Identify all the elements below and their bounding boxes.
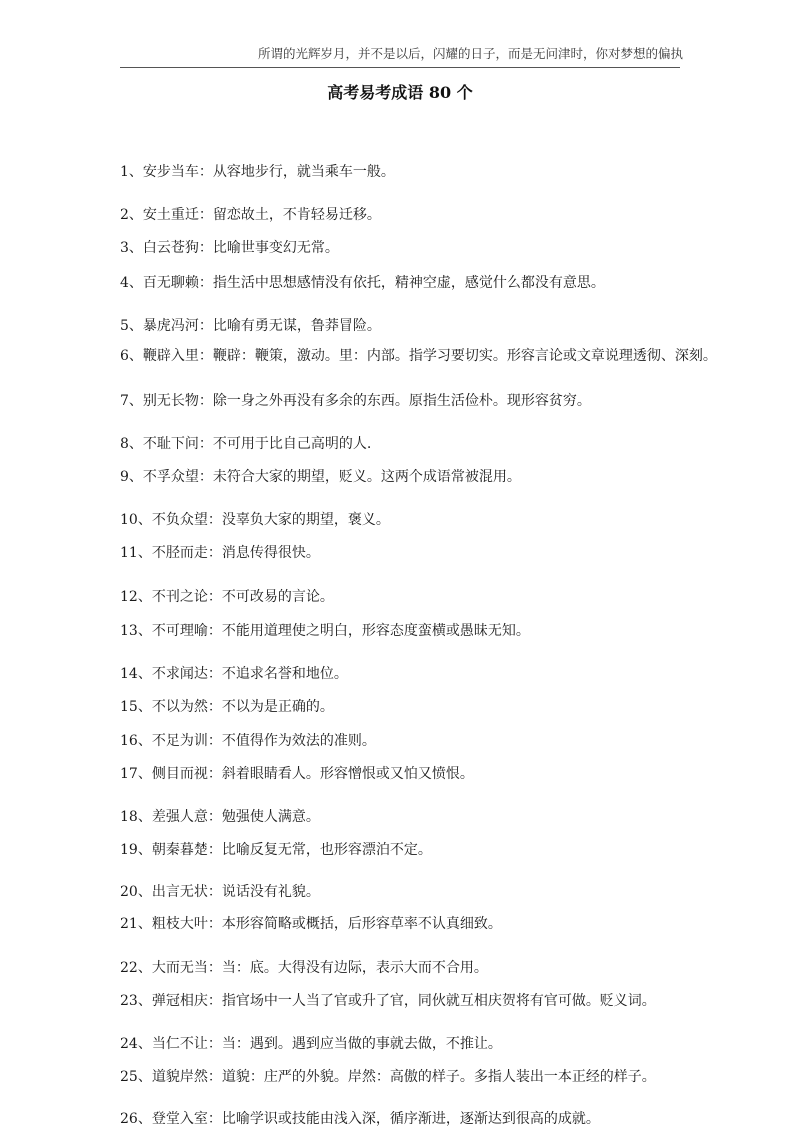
idiom-entry-5: 5、暴虎冯河：比喻有勇无谋，鲁莽冒险。 bbox=[120, 318, 381, 334]
idiom-entry-19: 19、朝秦暮楚：比喻反复无常，也形容漂泊不定。 bbox=[120, 842, 432, 858]
idiom-entry-25: 25、道貌岸然：道貌：庄严的外貌。岸然：高傲的样子。多指人装出一本正经的样子。 bbox=[120, 1069, 656, 1085]
idiom-entry-2: 2、安土重迁：留恋故土，不肯轻易迁移。 bbox=[120, 207, 381, 223]
idiom-entry-16: 16、不足为训：不值得作为效法的准则。 bbox=[120, 733, 376, 749]
idiom-entry-22: 22、大而无当：当：底。大得没有边际，表示大而不合用。 bbox=[120, 960, 488, 976]
idiom-entry-9: 9、不孚众望：未符合大家的期望，贬义。这两个成语常被混用。 bbox=[120, 469, 521, 485]
idiom-entry-18: 18、差强人意：勉强使人满意。 bbox=[120, 809, 320, 825]
idiom-entry-23: 23、弹冠相庆：指官场中一人当了官或升了官，同伙就互相庆贺将有官可做。贬义词。 bbox=[120, 993, 656, 1009]
idiom-entry-13: 13、不可理喻：不能用道理使之明白，形容态度蛮横或愚昧无知。 bbox=[120, 623, 530, 639]
idiom-entry-11: 11、不胫而走：消息传得很快。 bbox=[120, 545, 320, 561]
idiom-entry-24: 24、当仁不让：当：遇到。遇到应当做的事就去做，不推让。 bbox=[120, 1036, 502, 1052]
idiom-entry-21: 21、粗枝大叶：本形容简略或概括，后形容草率不认真细致。 bbox=[120, 916, 502, 932]
idiom-entry-26: 26、登堂入室：比喻学识或技能由浅入深，循序渐进，逐渐达到很高的成就。 bbox=[120, 1111, 600, 1127]
idiom-entry-4: 4、百无聊赖：指生活中思想感情没有依托，精神空虚，感觉什么都没有意思。 bbox=[120, 275, 605, 291]
document-title: 高考易考成语 80 个 bbox=[327, 83, 473, 102]
idiom-entry-15: 15、不以为然：不以为是正确的。 bbox=[120, 699, 334, 715]
idiom-entry-7: 7、别无长物：除一身之外再没有多余的东西。原指生活俭朴。现形容贫穷。 bbox=[120, 393, 591, 409]
idiom-entry-12: 12、不刊之论：不可改易的言论。 bbox=[120, 589, 334, 605]
header-motto: 所谓的光辉岁月，并不是以后，闪耀的日子，而是无问津时，你对梦想的偏执 bbox=[258, 46, 684, 61]
idiom-entry-20: 20、出言无状：说话没有礼貌。 bbox=[120, 884, 320, 900]
idiom-entry-14: 14、不求闻达：不追求名誉和地位。 bbox=[120, 666, 348, 682]
idiom-entry-8: 8、不耻下问：不可用于比自己高明的人. bbox=[120, 436, 372, 452]
idiom-entry-6: 6、鞭辟入里：鞭辟：鞭策，激动。里：内部。指学习要切实。形容言论或文章说理透彻、深刻。 bbox=[120, 348, 717, 364]
idiom-entry-3: 3、白云苍狗：比喻世事变幻无常。 bbox=[120, 240, 339, 256]
idiom-entry-17: 17、侧目而视：斜着眼睛看人。形容憎恨或又怕又愤恨。 bbox=[120, 766, 474, 782]
header-divider bbox=[120, 67, 680, 68]
idiom-entry-1: 1、安步当车：从容地步行，就当乘车一般。 bbox=[120, 164, 395, 180]
idiom-entry-10: 10、不负众望：没辜负大家的期望，褒义。 bbox=[120, 512, 390, 528]
